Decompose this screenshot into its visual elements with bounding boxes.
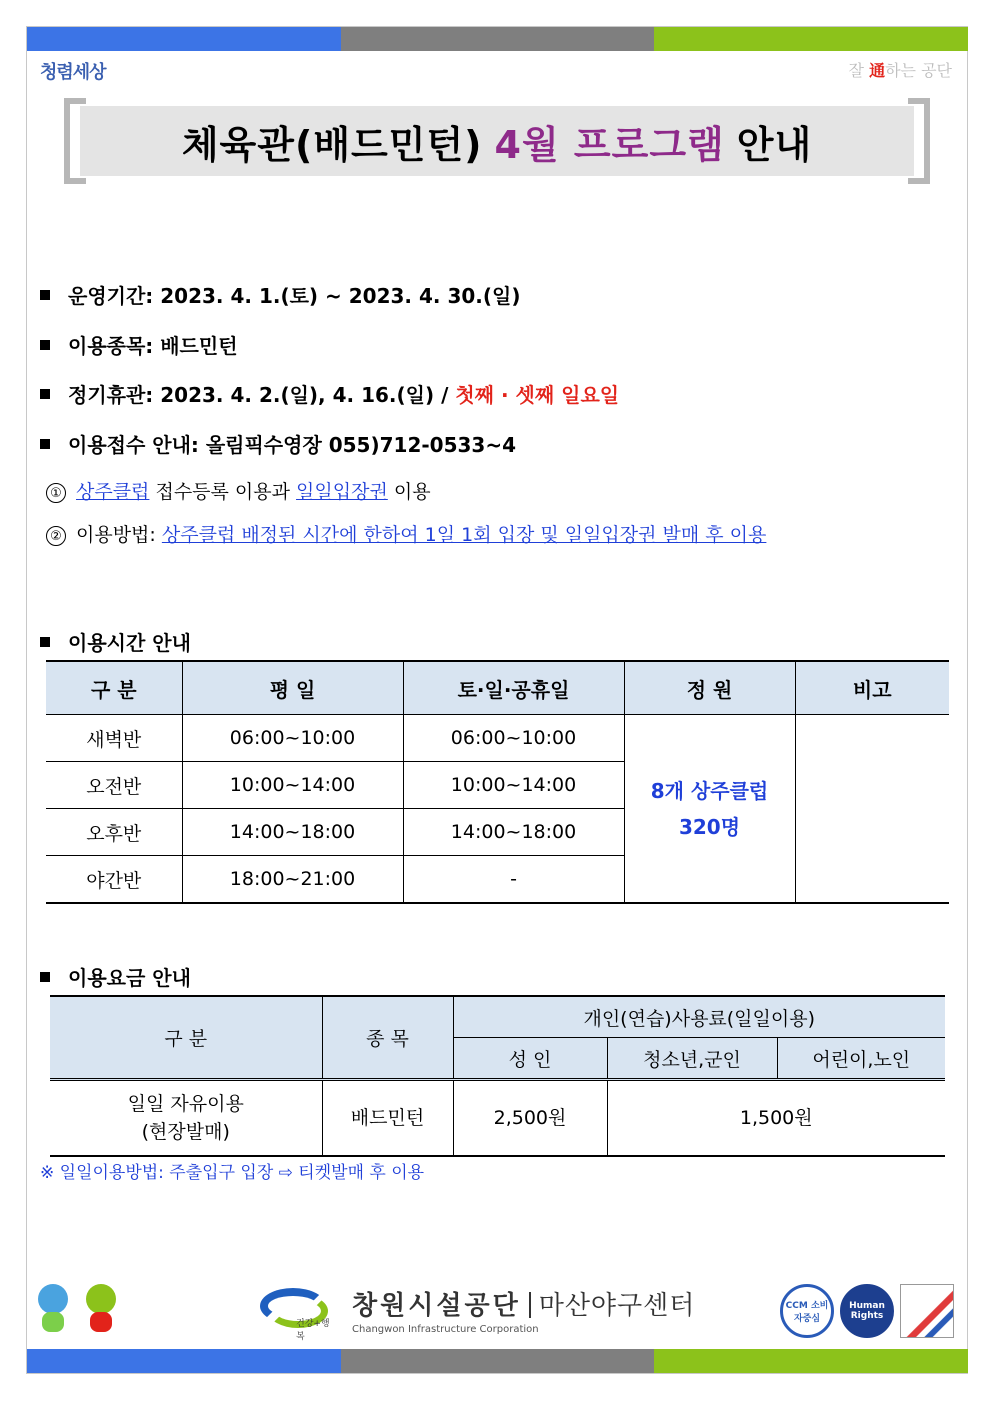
capacity-cell: 8개 상주클럽 320명	[624, 715, 795, 904]
col-weekend: 토·일·공휴일	[403, 661, 624, 715]
col-capacity: 정 원	[624, 661, 795, 715]
info-item-1: ① 상주클럽 접수등록 이용과 일일입장권 이용	[46, 477, 431, 504]
row-weekday: 10:00~14:00	[182, 762, 403, 809]
row-weekday: 14:00~18:00	[182, 809, 403, 856]
schedule-table	[46, 660, 949, 904]
info-item-2: ② 이용방법: 상주클럽 배정된 시간에 한하여 1일 1회 입장 및 일일입장권 발매 후 이용	[46, 520, 766, 547]
fees-col-child: 어린이,노인	[777, 1038, 945, 1080]
top-color-bar	[27, 27, 968, 51]
row-weekend: 14:00~18:00	[403, 809, 624, 856]
closed-days-highlight: 첫째 · 셋째 일요일	[455, 383, 620, 407]
page-title	[80, 106, 914, 176]
title-part2: 4월 프로그램	[494, 122, 725, 167]
col-note: 비고	[795, 661, 949, 715]
corporation-mark-icon: 건강+행복	[260, 1282, 332, 1338]
corp-english-name: Changwon Infrastructure Corporation	[352, 1324, 539, 1335]
fees-col-youth: 청소년,군인	[607, 1038, 777, 1080]
note-cell	[795, 715, 949, 904]
row-weekend: 06:00~10:00	[403, 715, 624, 762]
fees-header-row	[50, 996, 945, 1038]
row-name: 오전반	[46, 762, 182, 809]
certification-badges	[780, 1284, 954, 1338]
corp-name: 창원시설공단	[352, 1291, 521, 1321]
row-name: 오후반	[46, 809, 182, 856]
mascot-icon	[82, 1284, 120, 1332]
row-weekend: 10:00~14:00	[403, 762, 624, 809]
table-header-row	[46, 661, 949, 715]
integrity-logo-text: 청렴세상	[40, 62, 106, 83]
fees-col-category: 구 분	[50, 996, 322, 1080]
footnote: ※ 일일이용방법: 주출입구 입장 ⇨ 티켓발매 후 이용	[40, 1163, 425, 1183]
mascot-icon	[34, 1284, 72, 1332]
daily-ticket-link[interactable]: 일일입장권	[296, 481, 388, 503]
fees-row-item: 배드민턴	[322, 1080, 453, 1157]
info-reception: 이용접수 안내: 올림픽수영장 055)712-0533~4	[40, 429, 516, 458]
slogan-logo	[849, 58, 952, 81]
fees-col-item: 종 목	[322, 996, 453, 1080]
fees-table	[50, 995, 945, 1157]
usage-method-link[interactable]: 상주클럽 배정된 시간에 한하여 1일 1회 입장 및 일일입장권 발매 후 이용	[161, 524, 767, 546]
fees-row-category: 일일 자유이용 (현장발매)	[50, 1080, 322, 1157]
integrity-logo	[40, 58, 106, 84]
title-banner	[64, 98, 930, 184]
ccm-badge-icon: CCM 소비자중심	[780, 1284, 834, 1338]
fees-heading: 이용요금 안내	[40, 962, 191, 991]
corp-center: 마산야구센터	[538, 1291, 696, 1321]
row-weekend: -	[403, 856, 624, 904]
info-period: 운영기간: 2023. 4. 1.(토) ~ 2023. 4. 30.(일)	[40, 280, 520, 309]
row-weekday: 06:00~10:00	[182, 715, 403, 762]
certification-flag-icon	[900, 1284, 954, 1338]
table-row	[50, 1080, 945, 1157]
fees-row-adult: 2,500원	[453, 1080, 607, 1157]
col-weekday: 평 일	[182, 661, 403, 715]
human-rights-badge-icon: Human Rights	[840, 1284, 894, 1338]
title-part3: 안내	[736, 122, 813, 167]
mascots	[34, 1284, 120, 1332]
fees-col-group: 개인(연습)사용료(일일이용)	[453, 996, 945, 1038]
slogan-pre: 잘	[848, 61, 870, 80]
resident-club-link[interactable]: 상주클럽	[76, 481, 150, 503]
table-row	[46, 715, 949, 762]
corporation-logo	[260, 1282, 696, 1342]
info-sport: 이용종목: 배드민턴	[40, 330, 238, 359]
slogan-accent: 通	[869, 61, 886, 80]
row-weekday: 18:00~21:00	[182, 856, 403, 904]
col-category: 구 분	[46, 661, 182, 715]
schedule-heading: 이용시간 안내	[40, 627, 191, 656]
info-closed: 정기휴관: 2023. 4. 2.(일), 4. 16.(일) / 첫째 · 셋째 일요일	[40, 379, 619, 408]
bottom-color-bar	[27, 1349, 968, 1373]
fees-col-adult: 성 인	[453, 1038, 607, 1080]
row-name: 야간반	[46, 856, 182, 904]
slogan-post: 하는 공단	[885, 61, 952, 80]
row-name: 새벽반	[46, 715, 182, 762]
title-part1: 체육관(배드민턴)	[181, 122, 483, 167]
fees-row-youth-child: 1,500원	[607, 1080, 945, 1157]
